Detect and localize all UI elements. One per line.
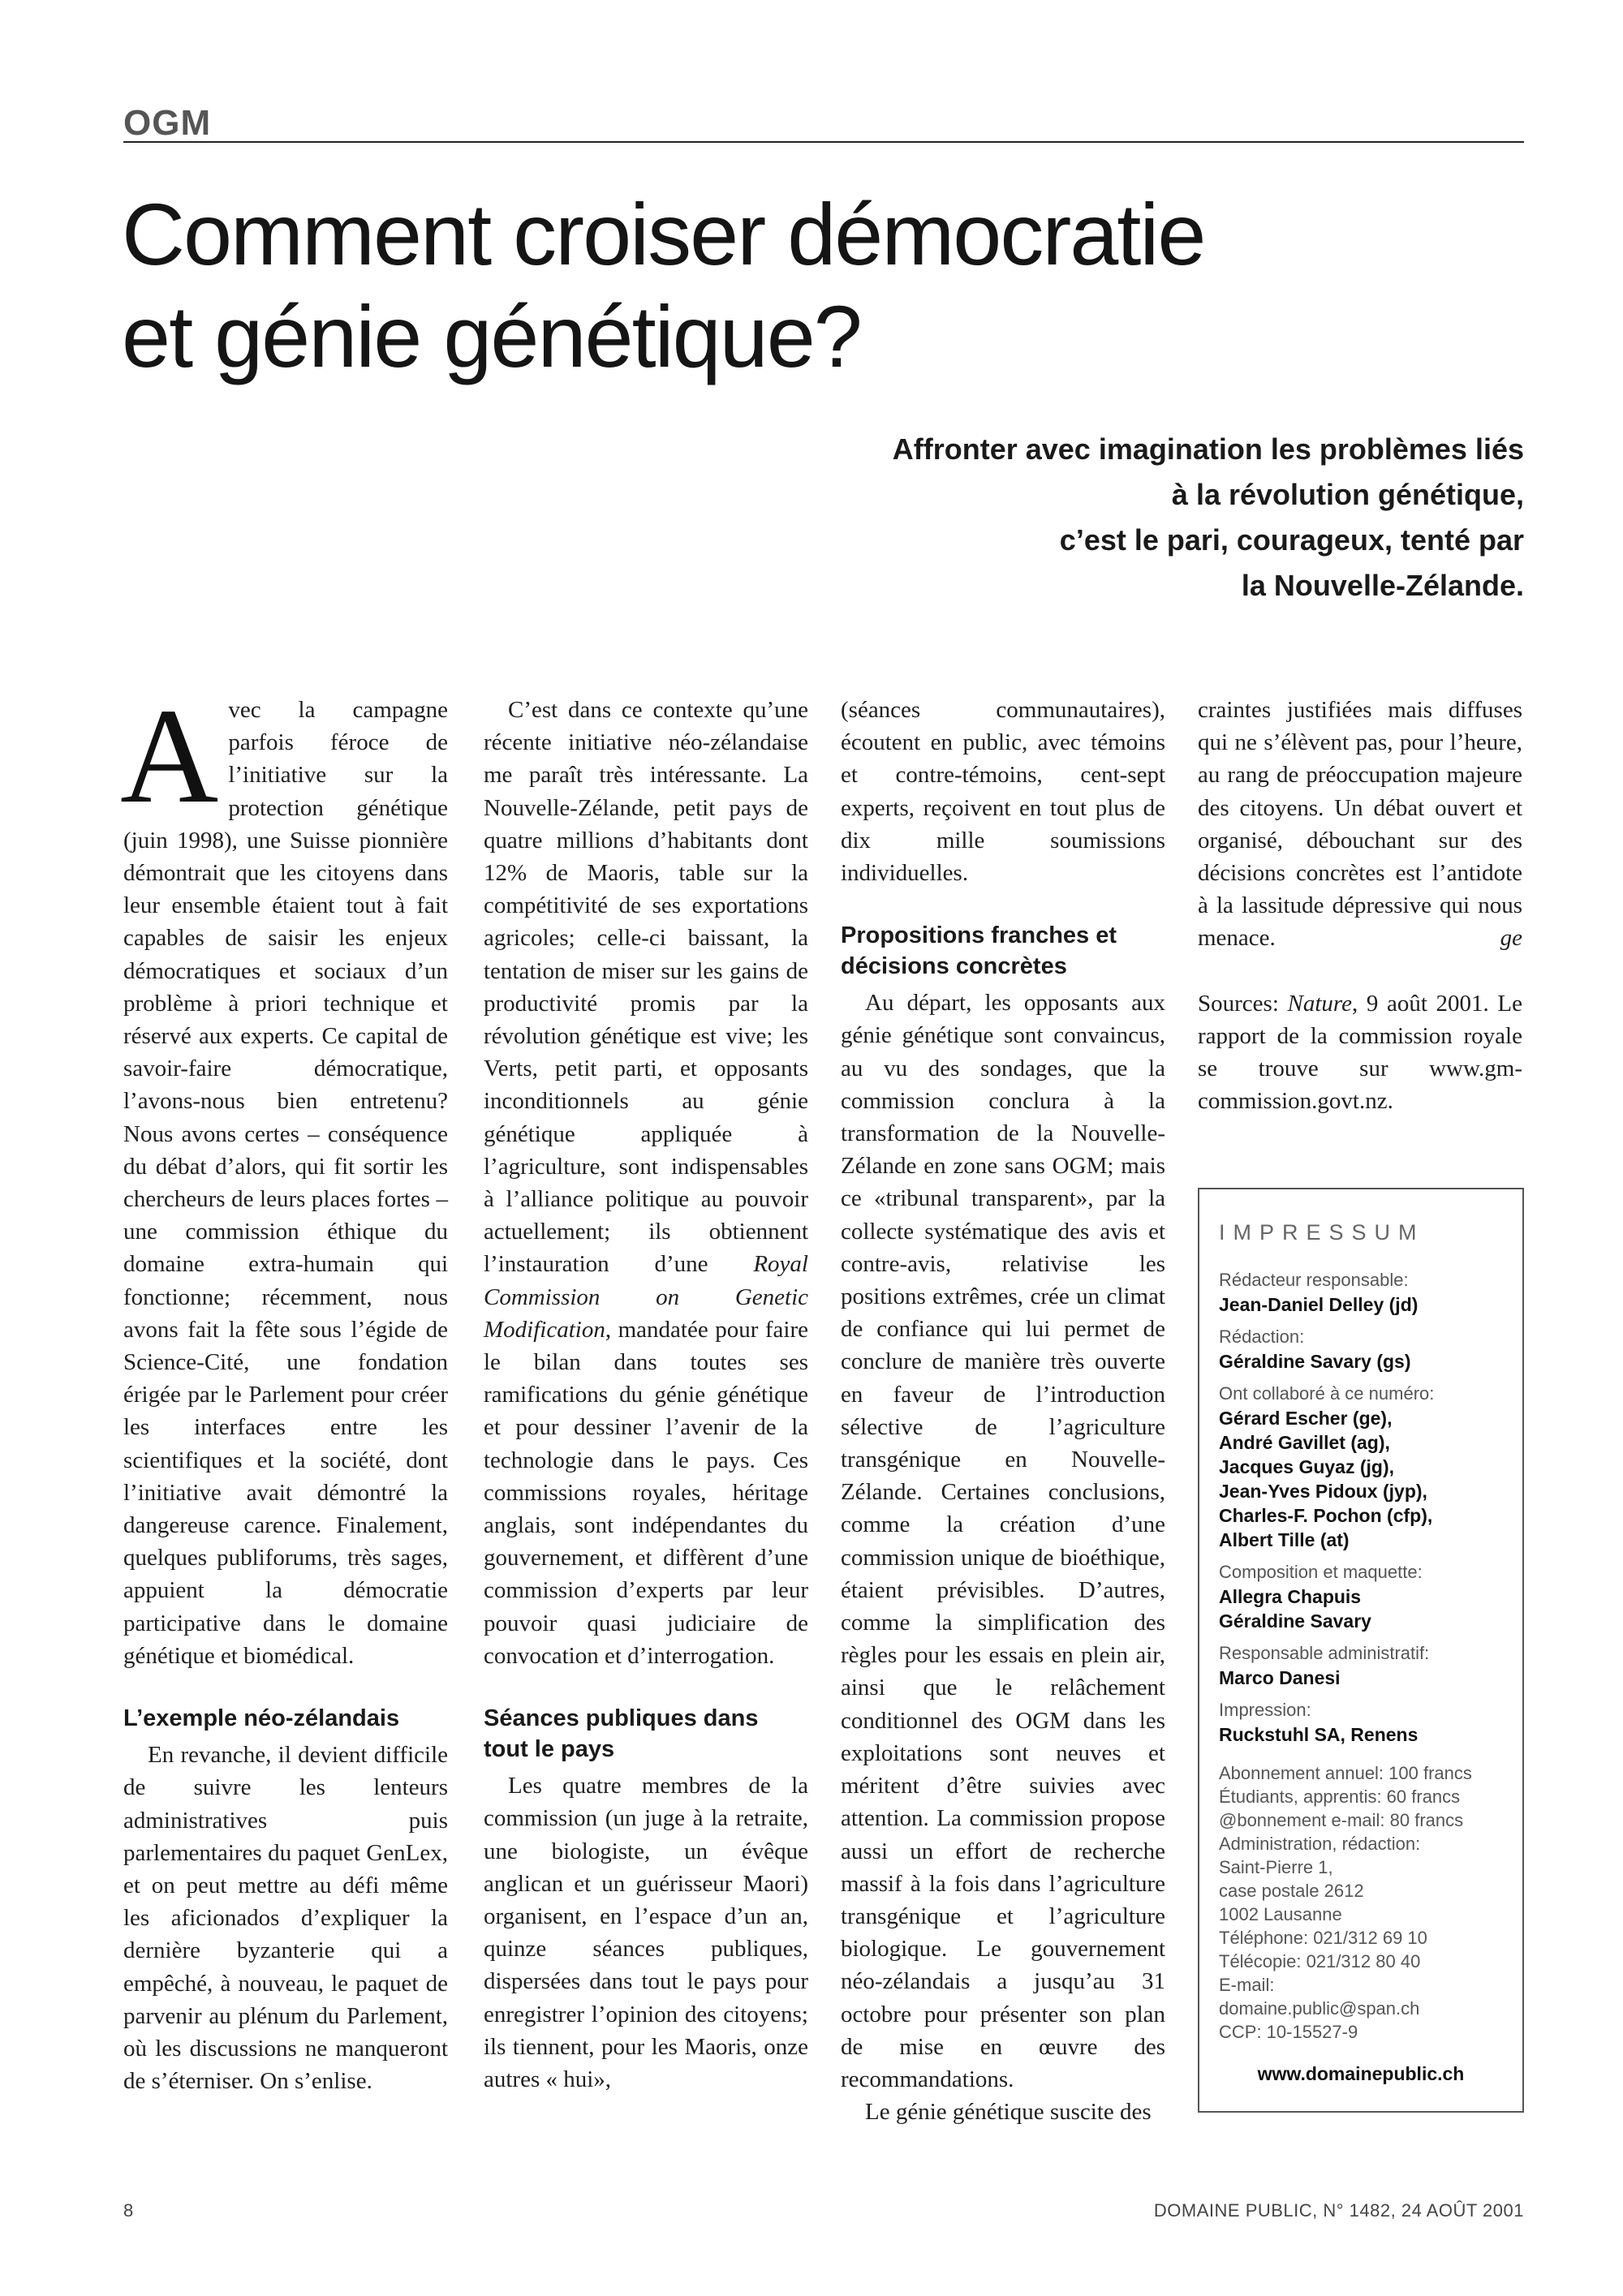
headline [122,183,1518,388]
author-signature: ge [1500,925,1522,952]
subheading: L’exemple néo-zélandais [123,1705,400,1732]
body-paragraph: Le génie génétique suscite des [865,2099,1152,2126]
sources-note: Sources: Nature, 9 août 2001. Le rapport de la commission royale se trouve sur www.gm-commission.govt.nz. [1198,990,1522,1115]
headline-line-2: et génie génétique? [122,287,861,385]
section-rule [123,141,1524,143]
lead-line-1: Affronter avec imagination les problèmes liés [892,432,1524,466]
drop-cap: A [120,681,219,832]
body-paragraph: En revanche, il devient difficile de suivre les lenteurs administratives puis parlementaires du paquet GenLex, et on peut mettre au défi même les aficionados d’expliquer la dernière byzanterie qui a empêché, à nouveau, le paquet de parvenir au plénum du Parlement, où les discussions ne manqueront de s’éterniser. On s’enlise. [123,1742,448,2095]
lead-line-3: c’est le pari, courageux, tenté par [1059,523,1524,557]
body-paragraph: C’est dans ce contexte qu’une récente initiative néo-zélandaise me paraît très intéressante. La Nouvelle-Zélande, petit pays de quatre millions d’habitants dont 12% de Maoris, table sur la compétitivité de ses exportations agricoles; celle-ci baissant, la tentation de miser sur les gains de productivité promis par la révolution génétique est vive; les Verts, petit parti, et opposants inconditionnels au génie génétique appliquée à l’agriculture, sont indispensables à l’alliance politique au pouvoir actuellement; ils obtiennent l’instauration d’une Royal Commission on Genetic Modification, mandatée pour faire le bilan dans toutes ses ramifications du génie génétique et pour dessiner l’avenir de la technologie dans le pays. Ces commissions royales, héritage anglais, sont indépendantes du gouvernement, et diffèrent d’une commission d’experts par leur pouvoir quasi judiciaire de convocation et d’interrogation. [484,697,808,1669]
subheading: Séances publiques dans tout le pays [484,1705,759,1763]
section-label: OGM [123,103,212,143]
body-paragraph: Avec la campagne parfois féroce de l’initiative sur la protection génétique (juin 1998), une Suisse pionnière démontrait que les citoyens dans leur ensemble étaient tout à fait capables de saisir les enjeux démocratiques et sociaux d’un problème à priori technique et réservé aux experts. Ce capital de savoir-faire démocratique, l’avons-nous bien entretenu? Nous avons certes – conséquence du débat d’alors, qui fit sortir les chercheurs de leurs places fortes – une commission éthique du domaine extra-humain qui fonctionne; récemment, nous avons fait la fête sous l’égide de Science-Cité, une fondation érigée par le Parlement pour créer les interfaces entre les scientifiques et la société, dont l’initiative avait démontré la dangereuse carence. Finalement, quelques publiforums, très sages, appuient la démocratie participative dans le domaine génétique et biomédical. [120,681,448,1669]
column-1 [120,681,448,2097]
body-paragraph: Les quatre membres de la commission (un juge à la retraite, une biologiste, un évêque anglican et un guérisseur Maori) organisent, en l’espace d’un an, quinze séances publiques, dispersées dans tout le pays pour enregistrer l’opinion des citoyens; ils tiennent, pour les Maoris, onze autres « hui», [484,1773,808,2092]
body-paragraph: Au départ, les opposants aux génie génétique sont convaincus, au vu des sondages, que la commission conclura à la transformation de la Nouvelle-Zélande en zone sans OGM; mais ce «tribunal transparent», par la collecte systématique des avis et contre-avis, relativise les positions extrêmes, crée un climat de confiance qui lui permet de conclure de manière très ouverte en faveur de l’introduction sélective de l’agriculture transgénique en Nouvelle-Zélande. Certaines conclusions, comme la création d’une commission unique de bioéthique, étaient prévisibles. D’autres, comme la simplification des règles pour les essais en plein air, ainsi que le relâchement conditionnel des OGM dans les exploitations sont neuves et méritent d’être suivies avec attention. La commission propose aussi un effort de recherche massif à la fois dans l’agriculture transgénique et l’agriculture biologique. Le gouvernement néo-zélandais a jusqu’au 31 octobre pour présenter son plan de mise en œuvre des recommandations. [841,990,1165,2092]
impressum-group: Impression: Ruckstuhl SA, Renens [1219,1700,1419,1745]
impressum-box [1198,1188,1524,2113]
impressum-group: Rédacteur responsable: Jean-Daniel Delley (jd) [1219,1270,1419,1315]
page-number: 8 [123,2200,134,2221]
publication-footer: DOMAINE PUBLIC, N° 1482, 24 AOÛT 2001 [1153,2200,1524,2221]
lead-line-4: la Nouvelle-Zélande. [1241,569,1524,602]
body-paragraph: craintes justifiées mais diffuses qui ne s’élèvent pas, pour l’heure, au rang de préoccupation majeure des citoyens. Un débat ouvert et organisé, débouchant sur des décisions concrètes est l’antidote à la lassitude dépressive qui nous menace. ge [1198,694,1522,955]
column-3 [841,694,1165,2128]
subheading: Propositions franches et décisions concrètes [841,922,1117,980]
body-paragraph: (séances communautaires), écoutent en public, avec témoins et contre-témoins, cent-sept experts, reçoivent en tout plus de dix mille soumissions individuelles. [841,697,1165,887]
impressum-group: Composition et maquette: Allegra Chapuis Géraldine Savary [1219,1562,1423,1632]
impressum-group: Responsable administratif: Marco Danesi [1219,1643,1430,1688]
impressum-group: Rédaction: Géraldine Savary (gs) [1219,1326,1411,1372]
subscription-info: Abonnement annuel: 100 francs Étudiants, apprentis: 60 francs @bonnement e-mail: 80 francs Administration, rédaction: Saint-Pierre 1, case postale 2612 1002 Lausanne Téléphone: 021/312 69 10 Télécopie: 021/312 80 40 E-mail: domaine.public@span.ch CCP: 10-15527-9 [1219,1763,1472,2042]
impressum-group: Ont collaboré à ce numéro: Gérard Escher (ge), André Gavillet (ag), Jacques Guyaz (jg), Jean-Yves Pidoux (jyp), Charles-F. Pochon (cfp), Albert Tille (at) [1219,1383,1435,1550]
headline-line-1: Comment croiser démocratie [122,185,1205,283]
column-4 [1198,694,1522,1117]
impressum-title: IMPRESSUM [1219,1220,1425,1245]
lead-line-2: à la révolution génétique, [1171,478,1524,511]
lead-paragraph [568,427,1524,608]
column-2 [484,694,808,2096]
commission-title: Royal Commission on Genetic Modification [484,1251,808,1343]
website-link[interactable]: www.domainepublic.ch [1257,2063,1465,2084]
